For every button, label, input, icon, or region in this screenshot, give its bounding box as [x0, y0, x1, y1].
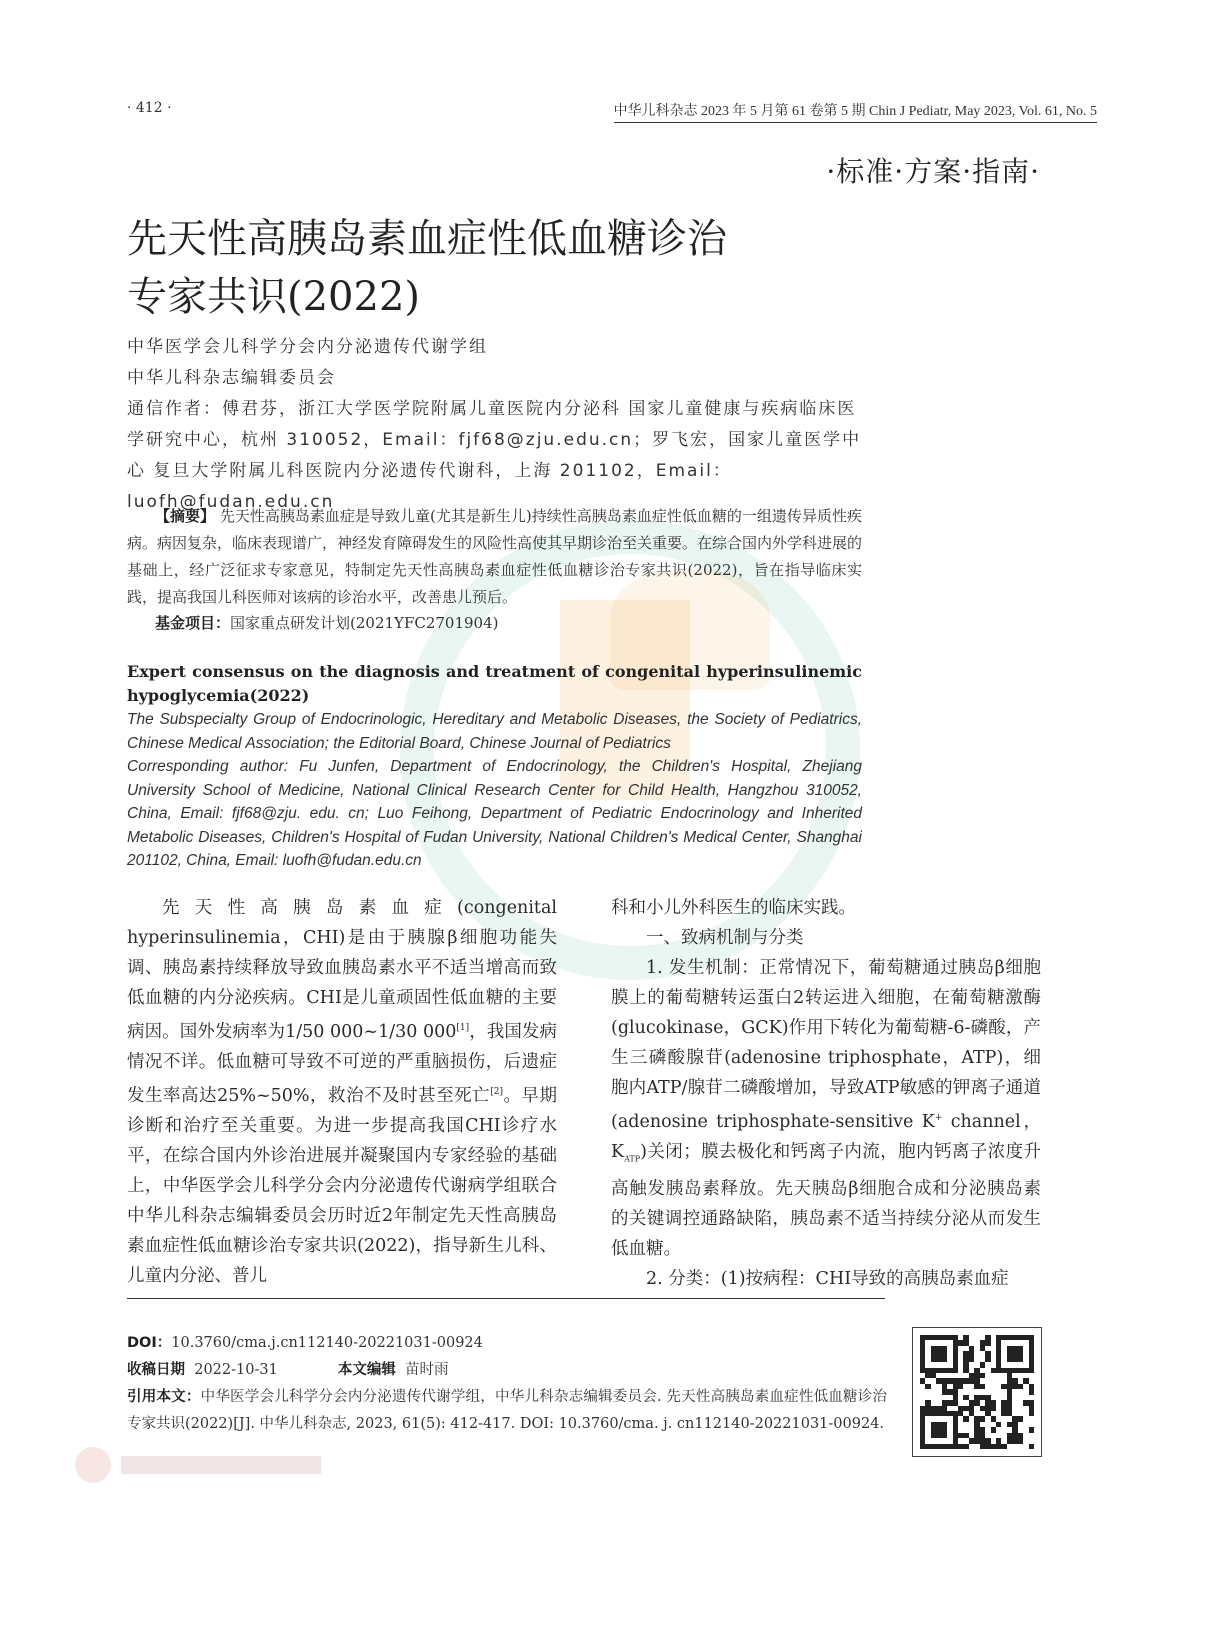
- author-group-2: 中华儿科杂志编辑委员会: [127, 368, 336, 388]
- reference-2[interactable]: [2]: [490, 1086, 503, 1097]
- title-line-2: 专家共识(2022): [127, 274, 421, 320]
- subscript-atp: ATP: [624, 1154, 641, 1164]
- cite-text: 中华医学会儿科学分会内分泌遗传代谢学组，中华儿科杂志编辑委员会. 先天性高胰岛素血症性低血糖诊治专家共识(2022)[J]. 中华儿科杂志, 2023, 61(5): 412-417. DOI: 10.3760/cma. j. cn112140-20221031-00924.: [127, 1389, 887, 1432]
- intro-continuation: 科和小儿外科医生的临床实践。: [611, 898, 856, 918]
- abstract-text: 先天性高胰岛素血症是导致儿童(尤其是新生儿)持续性高胰岛素血症性低血糖的一组遗传异质性疾病。病因复杂，临床表现谱广，神经发育障碍发生的风险性高使其早期诊治至关重要。在综合国内外学科进展的基础上，经广泛征求专家意见，特制定先天性高胰岛素血症性低血糖诊治专家共识(2022)，旨在指导临床实践，提高我国儿科医师对该病的诊治水平，改善患儿预后。: [127, 507, 863, 606]
- english-affiliation: The Subspecialty Group of Endocrinologic, Hereditary and Metabolic Diseases, the Society of Pediatrics, Chinese Medical Association; the Editorial Board, Chinese Journal of Pediatrics: [127, 711, 862, 752]
- mechanism-paragraph: [611, 953, 1041, 1264]
- footer-meta: [127, 1330, 887, 1438]
- abstract-label: 【摘要】: [155, 507, 216, 525]
- author-group-1: 中华医学会儿科学分会内分泌遗传代谢学组: [127, 337, 488, 357]
- cite-label: 引用本文：: [127, 1389, 201, 1405]
- publisher-seal-icon: [75, 1447, 111, 1483]
- received-date: 2022-10-31: [194, 1362, 278, 1378]
- intro-text-b: ，我国发病情况不详。低血糖可导致不可逆的严重脑损伤，后遗症发生率高达25%~50%，救治不及时甚至死亡: [127, 1021, 557, 1106]
- english-title-line-2: hypoglycemia(2022): [127, 686, 310, 705]
- body-column-left: [127, 893, 557, 1291]
- doi-line: [127, 1330, 887, 1357]
- publisher-logo-watermark: [75, 1445, 335, 1485]
- body-column-right: [611, 893, 1041, 1294]
- intro-text-c: 。早期诊断和治疗至关重要。为进一步提高我国CHI诊疗水平，在综合国内外诊治进展并凝聚国内专家经验的基础上，中华医学会儿科学分会内分泌遗传代谢病学组联合中华儿科杂志编辑委员会历时近2年制定先天性高胰岛素血症性低血糖诊治专家共识(2022)，指导新生儿科、儿童内分泌、普儿: [127, 1085, 557, 1286]
- citation-line: [127, 1384, 887, 1438]
- english-affiliation-block: [127, 708, 862, 873]
- abstract-cn: [127, 503, 862, 611]
- editor-label: 本文编辑: [337, 1362, 396, 1378]
- superscript-plus: +: [934, 1113, 943, 1123]
- fund-text: 国家重点研发计划(2021YFC2701904): [230, 614, 499, 632]
- editor-name: 苗时雨: [405, 1362, 449, 1378]
- qr-code-icon[interactable]: [912, 1327, 1042, 1457]
- doi-label: DOI：: [127, 1335, 172, 1351]
- funding: [155, 612, 499, 633]
- mechanism-text-a: 1. 发生机制：正常情况下，葡萄糖通过胰岛β细胞膜上的葡萄糖转运蛋白2转运进入细胞，在葡萄糖激酶(glucokinase，GCK)作用下转化为葡萄糖-6-磷酸，产生三磷酸腺苷(adenosine triphosphate，ATP)，细胞内ATP/腺苷二磷酸增加，导致ATP敏感的钾离子通道(adenosine triphosphate-sensitive K: [611, 958, 1041, 1132]
- running-head: [127, 100, 1097, 122]
- section-tag: ·标准·方案·指南·: [826, 155, 1040, 188]
- received-editor-line: [127, 1357, 887, 1384]
- corresponding-author: 通信作者：傅君芬，浙江大学医学院附属儿童医院内分泌科 国家儿童健康与疾病临床医学研究中心，杭州 310052，Email：fjf68@zju.edu.cn；罗飞宏，国家儿童医学中心 复旦大学附属儿科医院内分泌遗传代谢科，上海 201102，Email：luofh@fudan.edu.cn: [127, 399, 862, 512]
- intro-text-a: 先天性高胰岛素血症(congenital hyperinsulinemia，CHI)是由于胰腺β细胞功能失调、胰岛素持续释放导致血胰岛素水平不适当增高而致低血糖的内分泌疾病。CHI是儿童顽固性低血糖的主要病因。国外发病率为1/50 000~1/30 000: [127, 898, 557, 1042]
- publisher-name-mark: [121, 1456, 321, 1474]
- english-title: [127, 660, 862, 708]
- title-line-1: 先天性高胰岛素血症性低血糖诊治: [127, 216, 727, 262]
- page-number: · 412 ·: [127, 100, 172, 116]
- english-title-line-1: Expert consensus on the diagnosis and treatment of congenital hyperinsulinemic: [127, 662, 862, 681]
- author-block: [127, 332, 867, 518]
- intro-paragraph: [127, 893, 557, 1291]
- section-heading-1: 一、致病机制与分类: [646, 928, 804, 948]
- received-label: 收稿日期: [127, 1362, 185, 1378]
- reference-1[interactable]: [1]: [456, 1023, 470, 1033]
- article-title: [127, 210, 727, 326]
- classification-paragraph: 2. 分类：(1)按病程：CHI导致的高胰岛素血症: [646, 1269, 1009, 1290]
- footer-divider: [127, 1298, 885, 1299]
- journal-citation-line: 中华儿科杂志 2023 年 5 月第 61 卷第 5 期 Chin J Pediatr, May 2023, Vol. 61, No. 5: [614, 100, 1098, 123]
- mechanism-text-b: channel，K: [611, 1111, 1041, 1162]
- qr-code-pattern: [920, 1335, 1034, 1449]
- english-corresponding: Corresponding author: Fu Junfen, Department of Endocrinology, the Children's Hospital, Zhejiang University School of Medicine, National Clinical Research Center for Child Health, Hangzhou 310052, China, Email: fjf68@zju. edu. cn; Luo Feihong, Department of Pediatric Endocrinology and Inherited Metabolic Diseases, Children's Hospital of Fudan University, National Children's Medical Center, Shanghai 201102, China, Email: luofh@fudan.edu.cn: [127, 758, 862, 869]
- mechanism-text-c: )关闭；膜去极化和钙离子内流，胞内钙离子浓度升高触发胰岛素释放。先天胰岛β细胞合成和分泌胰岛素的关键调控通路缺陷，胰岛素不适当持续分泌从而发生低血糖。: [611, 1141, 1041, 1260]
- doi-value[interactable]: 10.3760/cma.j.cn112140-20221031-00924: [171, 1335, 483, 1351]
- fund-label: 基金项目：: [155, 614, 231, 632]
